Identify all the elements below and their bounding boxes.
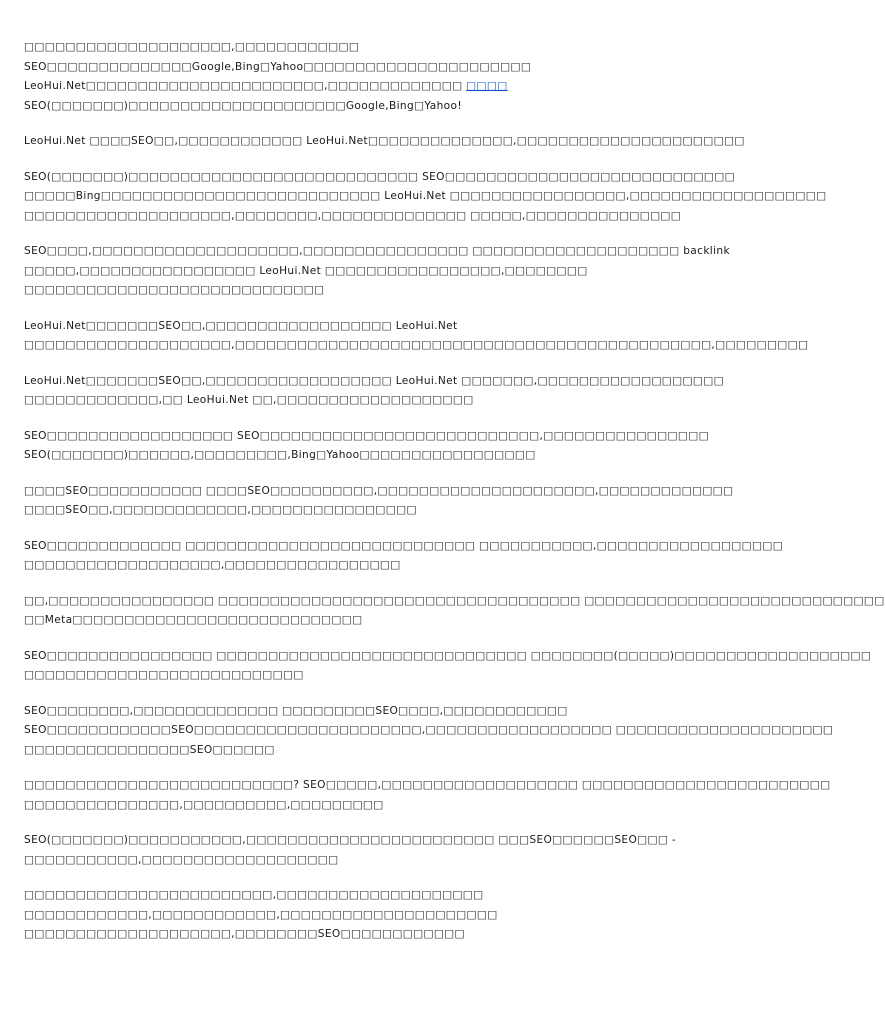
paragraph-line — [24, 647, 872, 667]
paragraph — [24, 132, 745, 152]
paragraph-line — [24, 242, 730, 262]
paragraph-line — [24, 281, 696, 301]
paragraph-line — [24, 372, 724, 392]
line-text: □□□□□□□□□□□□□□□□□□□□□□□□□□? SEO□□□□□,□□□□□□□□□□□□□□□□□□□ □□□□□□□□□□□□□□□□□□□□□□□□ — [24, 779, 831, 791]
line-text: □□□□□□□□□□□□□□□□□□□,□□□□□□□□□□□□□□□□□ — [24, 559, 401, 571]
line-text: SEO(□□□□□□□)□□□□□□□□□□□□□□□□□□□□□Google,Bing□Yahoo! — [24, 99, 462, 112]
paragraph-line — [24, 77, 696, 97]
line-text: □□□□□□□□□□□□□□□□□□□□,□□□□□□□□SEO□□□□□□□□□□□□ — [24, 928, 465, 940]
paragraph — [24, 537, 784, 576]
paragraph — [24, 168, 827, 227]
paragraph-line — [24, 776, 831, 796]
paragraph — [24, 38, 696, 116]
paragraph-line — [24, 501, 696, 521]
paragraph-line — [24, 391, 696, 411]
line-text: LeoHui.Net □□□□SEO□□,□□□□□□□□□□□□ LeoHui.Net□□□□□□□□□□□□□□,□□□□□□□□□□□□□□□□□□□□□□ — [24, 135, 745, 147]
line-text: SEO(□□□□□□□)□□□□□□□□□□□,□□□□□□□□□□□□□□□□□□□□□□□□ □□□SEO□□□□□□SEO□□□ - — [24, 834, 677, 846]
line-text: SEO□□□□□□□□□□□□□□□□□□ SEO□□□□□□□□□□□□□□□□□□□□□□□□□□□,□□□□□□□□□□□□□□□□ — [24, 429, 709, 442]
paragraph-line — [24, 592, 885, 612]
line-text: □□,□□□□□□□□□□□□□□□□ □□□□□□□□□□□□□□□□□□□□□□□□□□□□□□□□□□□ □□□□□□□□□□□□□□□□□□□□□□□□□□□□□ — [24, 594, 885, 607]
paragraph — [24, 242, 730, 301]
paragraph — [24, 886, 696, 945]
line-text: □□□□□□□□□□□□□□□□□□□□□□□□□□□ — [24, 669, 304, 681]
paragraph — [24, 831, 696, 870]
paragraph-line — [24, 556, 696, 576]
paragraph — [24, 702, 834, 761]
line-text: SEO□□□□□□□□□□□□□□□□ □□□□□□□□□□□□□□□□□□□□□□□□□□□□□□ □□□□□□□□(□□□□□)□□□□□□□□□□□□□□□□□□□ — [24, 649, 872, 662]
paragraph-line — [24, 925, 696, 945]
paragraph — [24, 776, 831, 815]
line-text: □□Meta□□□□□□□□□□□□□□□□□□□□□□□□□□□□ — [24, 614, 363, 626]
paragraph-line — [24, 886, 696, 906]
paragraph — [24, 482, 734, 521]
paragraph-line — [24, 132, 745, 152]
line-text: SEO(□□□□□□□)□□□□□□,□□□□□□□□□,Bing□Yahoo□□□□□□□□□□□□□□□□□ — [24, 449, 536, 461]
line-text: SEO□□□□,□□□□□□□□□□□□□□□□□□□□,□□□□□□□□□□□□□□□□ □□□□□□□□□□□□□□□□□□□□ backlink — [24, 245, 730, 257]
line-text: □□□□□,□□□□□□□□□□□□□□□□□ LeoHui.Net □□□□□□□□□□□□□□□□□,□□□□□□□□ — [24, 264, 588, 277]
inline-link[interactable]: □□□□ — [466, 80, 508, 92]
line-text: □□□□□□□□□□□□,□□□□□□□□□□□□,□□□□□□□□□□□□□□□□□□□□□ — [24, 908, 498, 921]
line-text: □□□□□□□□□□□□□□□,□□□□□□□□□□,□□□□□□□□□ — [24, 798, 384, 811]
paragraph-line — [24, 906, 696, 926]
line-text: □□□□□□□□□□□□□□□□□□□□,□□□□□□□□□□□□□□□□□□□□□□□□□□□□□□□□□□□□□□□□□□□□□□,□□□□□□□□□ — [24, 339, 809, 351]
paragraph — [24, 592, 885, 631]
paragraph-line — [24, 97, 696, 117]
line-text: SEO(□□□□□□□)□□□□□□□□□□□□□□□□□□□□□□□□□□□□ SEO□□□□□□□□□□□□□□□□□□□□□□□□□□□□ — [24, 170, 735, 183]
line-text: □□□□□□□□□□□,□□□□□□□□□□□□□□□□□□□ — [24, 853, 339, 866]
paragraph-line — [24, 262, 696, 282]
document-body — [24, 38, 885, 945]
line-text: □□□□SEO□□□□□□□□□□□ □□□□SEO□□□□□□□□□□,□□□□□□□□□□□□□□□□□□□□□,□□□□□□□□□□□□□ — [24, 484, 734, 497]
paragraph-line — [24, 207, 696, 227]
line-text: SEO□□□□□□□□□□□□□□Google,Bing□Yahoo□□□□□□□□□□□□□□□□□□□□□□ — [24, 60, 532, 73]
paragraph-line — [24, 317, 696, 337]
line-text: LeoHui.Net□□□□□□□SEO□□,□□□□□□□□□□□□□□□□□□ LeoHui.Net □□□□□□□,□□□□□□□□□□□□□□□□□□ — [24, 374, 724, 387]
paragraph — [24, 647, 872, 686]
paragraph-line — [24, 537, 784, 557]
line-text: SEO□□□□□□□□□□□□SEO□□□□□□□□□□□□□□□□□□□□□□,□□□□□□□□□□□□□□□□□□ □□□□□□□□□□□□□□□□□□□□□ — [24, 724, 834, 736]
line-text: SEO□□□□□□□□,□□□□□□□□□□□□□□ □□□□□□□□□SEO□□□□,□□□□□□□□□□□□ — [24, 704, 568, 717]
paragraph-line — [24, 666, 696, 686]
paragraph-line — [24, 482, 734, 502]
paragraph-line — [24, 831, 696, 851]
line-text: □□□□□□□□□□□□□□□□□□□□,□□□□□□□□,□□□□□□□□□□□□□□ □□□□□,□□□□□□□□□□□□□□□ — [24, 209, 682, 222]
line-text: LeoHui.Net□□□□□□□SEO□□,□□□□□□□□□□□□□□□□□□ LeoHui.Net — [24, 319, 458, 332]
paragraph-line — [24, 796, 696, 816]
line-text: □□□□□□□□□□□□□□□□□□□□,□□□□□□□□□□□□ — [24, 41, 360, 53]
paragraph-line — [24, 851, 696, 871]
line-text: SEO□□□□□□□□□□□□□ □□□□□□□□□□□□□□□□□□□□□□□□□□□□ □□□□□□□□□□□,□□□□□□□□□□□□□□□□□□ — [24, 539, 784, 552]
paragraph — [24, 372, 724, 411]
paragraph-line — [24, 611, 696, 631]
paragraph-line — [24, 741, 696, 761]
line-text: □□□□□□□□□□□□□□□□SEO□□□□□□ — [24, 743, 275, 756]
paragraph — [24, 427, 709, 466]
paragraph — [24, 317, 809, 356]
paragraph-line — [24, 446, 696, 466]
paragraph-line — [24, 58, 696, 78]
line-text: LeoHui.Net□□□□□□□□□□□□□□□□□□□□□□□,□□□□□□□□□□□□□ — [24, 80, 463, 92]
line-text: □□□□□□□□□□□□□□□□□□□□□□□□,□□□□□□□□□□□□□□□□□□□□ — [24, 889, 484, 901]
line-text: □□□□SEO□□,□□□□□□□□□□□□□,□□□□□□□□□□□□□□□□ — [24, 504, 417, 516]
paragraph-line — [24, 336, 809, 356]
paragraph-line — [24, 702, 696, 722]
paragraph-line — [24, 721, 834, 741]
line-text: □□□□□□□□□□□□□,□□ LeoHui.Net □□,□□□□□□□□□□□□□□□□□□□ — [24, 394, 474, 406]
paragraph-line — [24, 38, 696, 58]
paragraph-line — [24, 168, 735, 188]
line-text: □□□□□Bing□□□□□□□□□□□□□□□□□□□□□□□□□□□ LeoHui.Net □□□□□□□□□□□□□□□□□,□□□□□□□□□□□□□□□□□□□ — [24, 190, 827, 202]
paragraph-line — [24, 187, 827, 207]
paragraph-line — [24, 427, 709, 447]
line-text: □□□□□□□□□□□□□□□□□□□□□□□□□□□□□ — [24, 284, 325, 296]
